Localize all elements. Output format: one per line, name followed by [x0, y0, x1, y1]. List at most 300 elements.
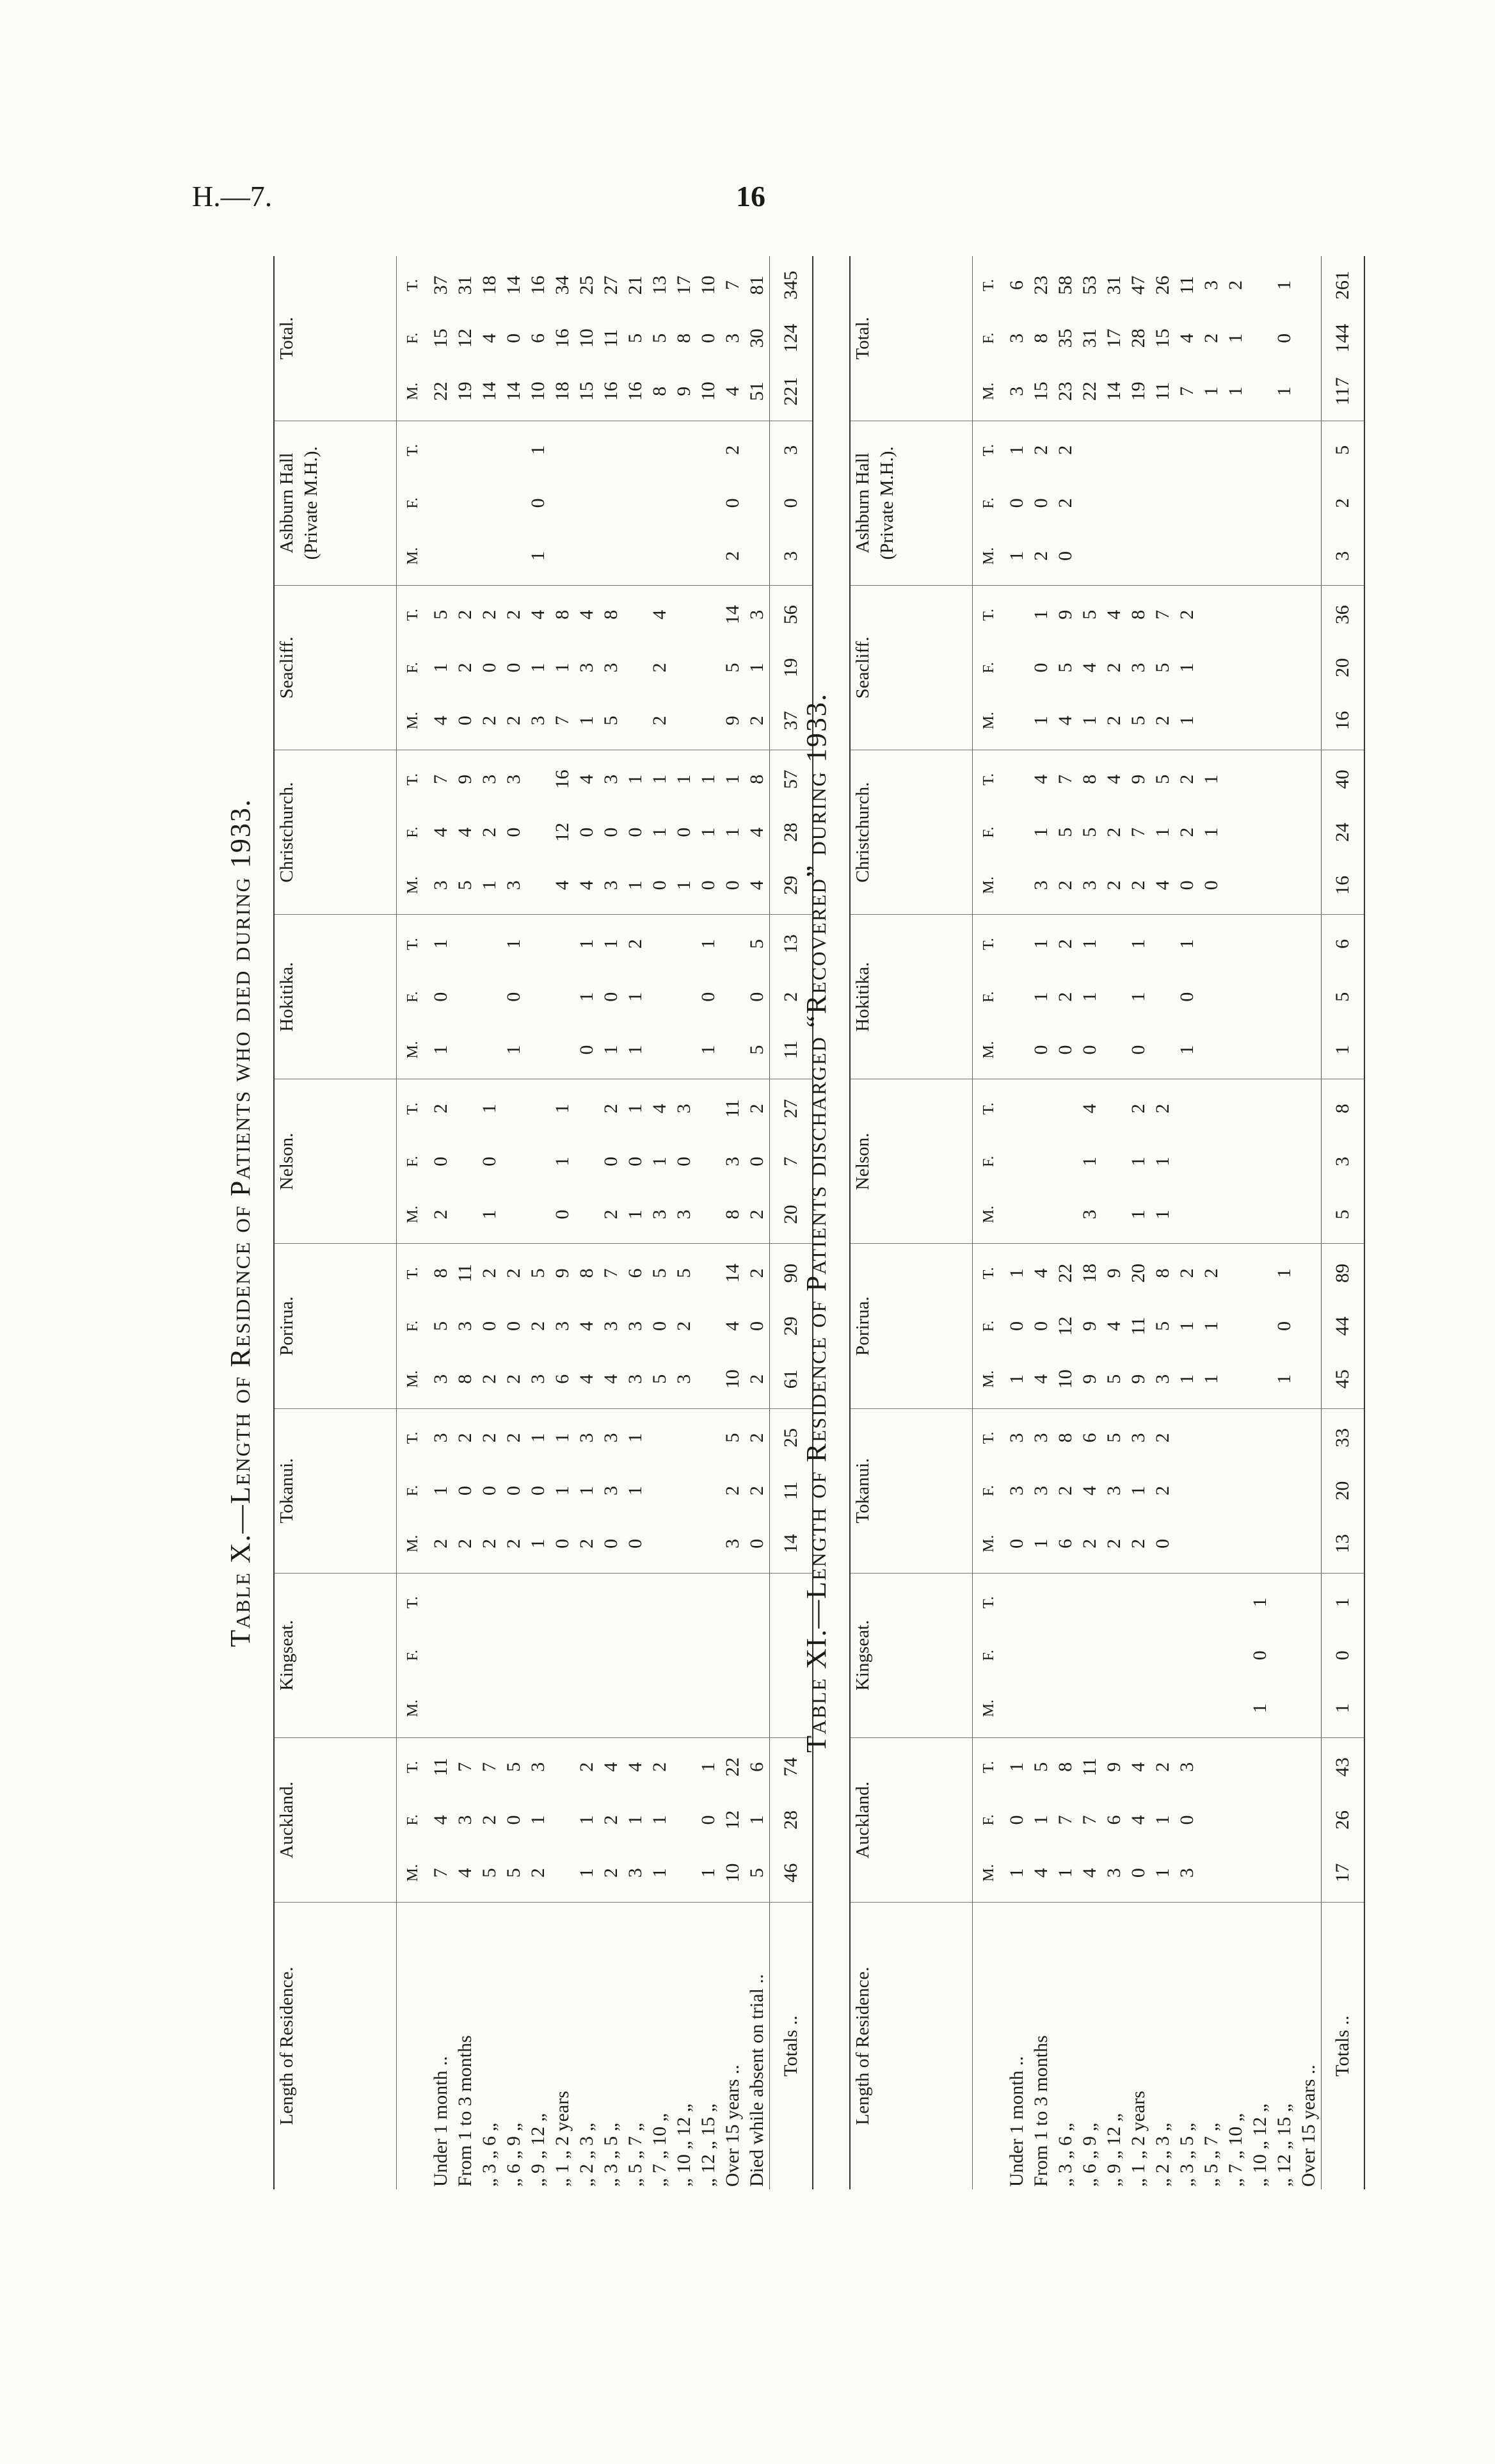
data-cell [502, 1573, 526, 1737]
male-count: 2 [600, 1209, 621, 1220]
total-count: 1 [1201, 774, 1222, 784]
total-count: 9 [1055, 609, 1076, 620]
female-count: 17 [1103, 328, 1124, 348]
table-row [696, 256, 721, 2189]
data-cell [745, 750, 770, 915]
total-count: 11 [722, 1099, 743, 1118]
total-count: 3 [1006, 1433, 1027, 1443]
female-count: 3 [1030, 1486, 1051, 1496]
male-count: 2 [503, 1538, 524, 1549]
data-cell [1297, 1408, 1322, 1573]
male-count: 1 [673, 880, 694, 890]
data-cell [623, 256, 648, 421]
female-count: 6 [1103, 1815, 1124, 1825]
row-label: „ 7 „ 10 „ [649, 2113, 670, 2187]
data-cell [1297, 750, 1322, 915]
data-cell [429, 1244, 453, 1408]
female-count: 1 [698, 827, 719, 837]
total-count: 2 [1055, 939, 1076, 949]
data-cell [1175, 585, 1199, 750]
data-cell [1297, 1737, 1322, 1902]
data-cell [429, 1408, 453, 1573]
male-count: 9 [1079, 1374, 1100, 1384]
data-cell [429, 1079, 453, 1244]
total-count: 5 [430, 609, 451, 620]
male-count: 7 [1176, 386, 1197, 396]
data-cell [1078, 915, 1102, 1079]
column-header: Nelson. [274, 1079, 397, 1244]
data-cell [1053, 1737, 1078, 1902]
mft-header [973, 256, 1005, 421]
total-count: 1 [1006, 445, 1027, 455]
data-cell [745, 421, 770, 585]
data-cell [1126, 1079, 1151, 1244]
male-count: 1 [1332, 1703, 1353, 1714]
total-count: 2 [649, 1762, 670, 1772]
row-label: „ 1 „ 2 years [1128, 2091, 1149, 2187]
column-header: Porirua. [274, 1244, 397, 1408]
data-cell [550, 1408, 575, 1573]
male-count: 20 [780, 1205, 801, 1225]
male-count: 1 [1079, 716, 1100, 726]
male-count: 3 [503, 880, 524, 890]
male-count: 1 [430, 1045, 451, 1055]
total-count: 4 [1079, 1104, 1100, 1114]
mft-label: F. [980, 991, 997, 1003]
data-cell [1078, 585, 1102, 750]
female-count: 20 [1332, 1481, 1353, 1501]
data-cell [575, 1408, 599, 1573]
data-cell [745, 256, 770, 421]
total-count: 5 [1030, 1762, 1051, 1772]
total-count: 1 [527, 445, 548, 455]
data-cell [1102, 421, 1126, 585]
mft-header [397, 1737, 429, 1902]
male-count: 1 [1152, 1868, 1173, 1878]
data-cell [550, 421, 575, 585]
mft-label: T. [980, 773, 997, 785]
table-row [1272, 256, 1297, 2189]
female-count: 31 [1079, 328, 1100, 348]
data-cell [477, 750, 502, 915]
male-count: 1 [527, 1538, 548, 1549]
data-cell [1151, 421, 1175, 585]
data-cell [429, 915, 453, 1079]
row-label: „ 12 „ 15 „ [698, 2104, 719, 2187]
mft-label: M. [404, 712, 421, 730]
male-count: 1 [576, 716, 597, 726]
data-cell [721, 1244, 745, 1408]
total-count: 4 [527, 609, 548, 620]
data-cell [429, 1737, 453, 1902]
female-count: 1 [430, 1486, 451, 1496]
male-count: 3 [527, 1374, 548, 1384]
total-count: 2 [576, 1762, 597, 1772]
data-cell [648, 1737, 672, 1902]
female-count: 1 [1201, 1321, 1222, 1332]
male-count: 2 [1152, 716, 1173, 726]
data-cell [453, 750, 477, 915]
data-cell [1126, 915, 1151, 1079]
male-count: 2 [1055, 880, 1076, 890]
male-count: 7 [430, 1868, 451, 1878]
total-count: 6 [1332, 939, 1353, 949]
male-count: 4 [576, 880, 597, 890]
total-count: 37 [430, 275, 451, 295]
total-count: 3 [600, 1433, 621, 1443]
data-cell [575, 1244, 599, 1408]
male-count: 2 [1030, 551, 1051, 561]
table-xi-title: Table XI.—Length of Residence of Patients discharged “Recovered” during 1933. [801, 693, 832, 1753]
male-count: 4 [1030, 1374, 1051, 1384]
male-count: 2 [1128, 880, 1149, 890]
data-cell [429, 750, 453, 915]
female-count: 1 [1152, 1156, 1173, 1166]
male-count: 0 [600, 1538, 621, 1549]
female-count: 5 [625, 333, 646, 343]
mft-label: M. [980, 1041, 997, 1059]
row-label: „ 3 „ 6 „ [1055, 2123, 1076, 2187]
total-count: 8 [746, 774, 767, 784]
total-count: 6 [1079, 1433, 1100, 1443]
total-count: 10 [698, 275, 719, 295]
data-cell [1151, 1573, 1175, 1737]
data-cell [1005, 256, 1029, 421]
total-count: 8 [552, 609, 573, 620]
mft-header [973, 421, 1005, 585]
data-cell [696, 750, 721, 915]
male-count: 1 [600, 1045, 621, 1055]
female-count: 1 [1128, 992, 1149, 1002]
data-cell [1199, 1079, 1224, 1244]
data-cell [1151, 256, 1175, 421]
table-row [1224, 256, 1248, 2189]
total-count: 5 [746, 939, 767, 949]
male-count: 5 [1103, 1374, 1124, 1384]
data-cell [1224, 585, 1248, 750]
male-count: 3 [780, 551, 801, 561]
data-cell [1151, 750, 1175, 915]
total-count: 4 [1030, 1268, 1051, 1278]
mft-label: T. [980, 1102, 997, 1115]
total-count: 7 [454, 1762, 476, 1772]
data-cell [1029, 1737, 1053, 1902]
female-count: 2 [479, 1815, 500, 1825]
data-cell [1053, 915, 1078, 1079]
male-count: 0 [722, 880, 743, 890]
mft-header [973, 1737, 1005, 1902]
mft-header [973, 1573, 1005, 1737]
data-cell [429, 1573, 453, 1737]
data-cell [526, 1079, 550, 1244]
data-cell [672, 915, 696, 1079]
data-cell [623, 585, 648, 750]
data-cell [648, 1244, 672, 1408]
total-count: 2 [1030, 445, 1051, 455]
data-cell [575, 1573, 599, 1737]
male-count: 19 [454, 382, 476, 401]
table-row [648, 256, 672, 2189]
total-count: 3 [479, 774, 500, 784]
male-count: 3 [1332, 551, 1353, 561]
total-count: 2 [1176, 774, 1197, 784]
mft-label: F. [404, 1650, 421, 1661]
male-count: 0 [698, 880, 719, 890]
mft-label: F. [404, 1485, 421, 1497]
total-count: 2 [746, 1433, 767, 1443]
total-count: 7 [1055, 774, 1076, 784]
male-count: 4 [722, 386, 743, 396]
mft-label: M. [404, 1864, 421, 1882]
female-count: 3 [552, 1321, 573, 1332]
data-cell [1126, 1573, 1151, 1737]
female-count: 5 [1055, 827, 1076, 837]
total-count: 4 [1103, 609, 1124, 620]
total-count: 2 [1152, 1104, 1173, 1114]
data-cell [1248, 421, 1272, 585]
female-count: 4 [722, 1321, 743, 1332]
female-count: 0 [1274, 1321, 1295, 1332]
female-count: 3 [1006, 333, 1027, 343]
male-count: 0 [1006, 1538, 1027, 1549]
total-count: 1 [673, 774, 694, 784]
female-count: 1 [1201, 827, 1222, 837]
data-cell [477, 421, 502, 585]
male-count: 0 [625, 1538, 646, 1549]
female-count: 0 [503, 333, 524, 343]
female-count: 4 [1103, 1321, 1124, 1332]
total-count: 1 [1006, 1762, 1027, 1772]
total-count: 9 [552, 1268, 573, 1278]
male-count: 45 [1332, 1369, 1353, 1389]
female-count: 4 [1176, 333, 1197, 343]
mft-label: M. [980, 1370, 997, 1388]
total-count: 1 [1249, 1597, 1270, 1607]
column-header: Seacliff. [274, 585, 397, 750]
spacer-cell [973, 1903, 1005, 2190]
data-cell [1272, 750, 1297, 915]
female-count: 0 [1176, 1815, 1197, 1825]
mft-header [397, 1079, 429, 1244]
data-cell [696, 421, 721, 585]
female-count: 0 [698, 992, 719, 1002]
female-count: 1 [527, 1815, 548, 1825]
male-count: 0 [649, 880, 670, 890]
female-count: 11 [600, 328, 621, 348]
data-cell [648, 1573, 672, 1737]
male-count: 4 [600, 1374, 621, 1384]
female-count: 0 [430, 992, 451, 1002]
male-count: 2 [649, 716, 670, 726]
male-count: 1 [625, 1209, 646, 1220]
data-cell [526, 915, 550, 1079]
data-cell [623, 1079, 648, 1244]
data-cell [599, 750, 623, 915]
female-count: 5 [430, 1321, 451, 1332]
male-count: 13 [1332, 1534, 1353, 1554]
total-count: 9 [454, 774, 476, 784]
female-count: 15 [430, 328, 451, 348]
total-count: 5 [1103, 1433, 1124, 1443]
data-cell [696, 1079, 721, 1244]
total-count: 2 [1055, 445, 1076, 455]
male-count: 6 [1055, 1538, 1076, 1549]
mft-label: T. [404, 1431, 421, 1444]
mft-label: F. [404, 662, 421, 673]
data-cell [550, 1244, 575, 1408]
data-cell [1297, 585, 1322, 750]
male-count: 2 [430, 1538, 451, 1549]
female-count: 11 [780, 1481, 801, 1501]
column-header: Kingseat. [850, 1573, 973, 1737]
male-count: 5 [454, 880, 476, 890]
male-count: 1 [527, 551, 548, 561]
female-count: 0 [527, 1486, 548, 1496]
male-count: 5 [1128, 716, 1149, 726]
male-count: 2 [454, 1538, 476, 1549]
total-count: 34 [552, 275, 573, 295]
male-count: 1 [1055, 1868, 1076, 1878]
data-cell [453, 585, 477, 750]
female-count: 0 [479, 663, 500, 673]
mft-header [973, 915, 1005, 1079]
total-count: 11 [1079, 1757, 1100, 1776]
total-count: 5 [527, 1268, 548, 1278]
male-count: 3 [1006, 386, 1027, 396]
data-cell [1272, 1573, 1297, 1737]
total-count: 2 [430, 1104, 451, 1114]
female-count: 1 [625, 1815, 646, 1825]
female-count: 2 [454, 663, 476, 673]
total-count: 4 [600, 1762, 621, 1772]
female-count: 0 [503, 1815, 524, 1825]
total-count: 7 [722, 280, 743, 290]
mft-label: F. [404, 497, 421, 509]
male-count: 0 [1152, 1538, 1173, 1549]
female-count: 1 [649, 1815, 670, 1825]
data-cell [599, 256, 623, 421]
data-cell [1297, 256, 1322, 421]
female-count: 4 [430, 1815, 451, 1825]
female-count: 1 [552, 1156, 573, 1166]
data-cell [745, 1408, 770, 1573]
male-count: 1 [1006, 1374, 1027, 1384]
row-label: Over 15 years .. [722, 2065, 743, 2187]
female-count: 1 [1128, 1156, 1149, 1166]
total-count: 33 [1332, 1428, 1353, 1447]
total-count: 27 [600, 275, 621, 295]
data-cell [1078, 1079, 1102, 1244]
male-count: 22 [1079, 382, 1100, 401]
data-cell [575, 750, 599, 915]
female-count: 3 [722, 1156, 743, 1166]
total-count: 7 [479, 1762, 500, 1772]
male-count: 4 [746, 880, 767, 890]
data-cell [1102, 1408, 1126, 1573]
female-count: 5 [1152, 1321, 1173, 1332]
spacer-cell [397, 1903, 429, 2190]
data-cell [623, 1573, 648, 1737]
data-cell [1272, 1408, 1297, 1573]
male-count: 4 [1030, 1868, 1051, 1878]
female-count: 4 [1079, 663, 1100, 673]
female-count: 3 [600, 1486, 621, 1496]
data-cell [1005, 915, 1029, 1079]
female-count: 0 [1176, 992, 1197, 1002]
data-cell [648, 1408, 672, 1573]
total-count: 1 [576, 939, 597, 949]
data-cell [453, 1737, 477, 1902]
female-count: 0 [1332, 1650, 1353, 1661]
male-count: 2 [503, 1374, 524, 1384]
data-cell [550, 1737, 575, 1902]
male-count: 14 [1103, 382, 1124, 401]
male-count: 3 [625, 1374, 646, 1384]
data-cell [1078, 256, 1102, 421]
data-cell [502, 585, 526, 750]
female-count: 1 [746, 1815, 767, 1825]
data-cell [1224, 256, 1248, 421]
data-cell [1322, 1737, 1365, 1902]
male-count: 4 [454, 1868, 476, 1878]
data-cell [1272, 915, 1297, 1079]
mft-label: M. [404, 876, 421, 894]
mft-label: F. [980, 497, 997, 509]
total-count: 3 [780, 445, 801, 455]
female-count: 2 [1103, 827, 1124, 837]
column-header: Porirua. [850, 1244, 973, 1408]
total-count: 8 [600, 609, 621, 620]
row-label: „ 5 „ 7 „ [625, 2123, 646, 2187]
female-count: 2 [479, 827, 500, 837]
total-count: 22 [722, 1757, 743, 1777]
data-cell [550, 585, 575, 750]
mft-label: T. [980, 1596, 997, 1609]
mft-header [397, 750, 429, 915]
male-count: 51 [746, 382, 767, 401]
total-count: 21 [625, 275, 646, 295]
female-count: 3 [454, 1321, 476, 1332]
female-count: 1 [649, 1156, 670, 1166]
total-count: 27 [780, 1099, 801, 1118]
total-count: 31 [454, 275, 476, 295]
total-count: 26 [1152, 275, 1173, 295]
data-cell [1053, 1408, 1078, 1573]
data-cell [1102, 1573, 1126, 1737]
data-cell [1322, 421, 1365, 585]
total-count: 13 [649, 275, 670, 295]
total-count: 4 [625, 1762, 646, 1772]
data-cell [721, 1573, 745, 1737]
data-cell [599, 1079, 623, 1244]
female-count: 4 [746, 827, 767, 837]
data-cell [1102, 750, 1126, 915]
female-count: 3 [1103, 1486, 1124, 1496]
female-count: 0 [746, 1321, 767, 1332]
total-count: 2 [454, 609, 476, 620]
female-count: 9 [1079, 1321, 1100, 1332]
mft-label: F. [404, 332, 421, 344]
male-count: 1 [1249, 1703, 1270, 1714]
data-cell [1078, 1244, 1102, 1408]
male-count: 1 [1176, 716, 1197, 726]
total-count: 18 [1079, 1263, 1100, 1283]
female-count: 0 [1006, 1321, 1027, 1332]
data-cell [1248, 915, 1272, 1079]
data-cell [696, 1737, 721, 1902]
female-count: 0 [600, 827, 621, 837]
mft-header [397, 1244, 429, 1408]
